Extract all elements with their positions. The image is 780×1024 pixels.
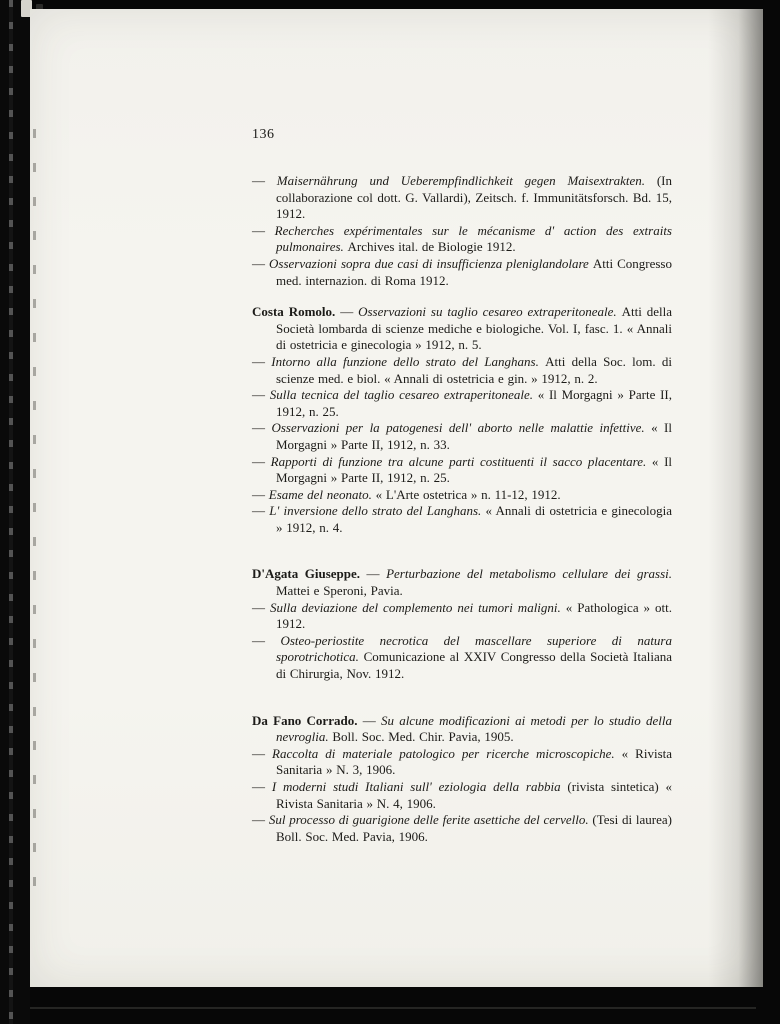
bib-entry	[252, 304, 672, 536]
bib-item	[252, 746, 672, 779]
publication-info: « Rivista Sanitaria » N. 3, 1906.	[276, 745, 673, 778]
bib-item	[252, 566, 672, 599]
bib-entry	[252, 713, 672, 846]
work-title: Esame del neonato.	[268, 486, 376, 502]
bib-item	[252, 304, 672, 354]
work-title: Osservazioni sopra due casi di insufficienza pleniglandolare	[269, 255, 593, 271]
entry-dash: —	[252, 503, 270, 519]
publication-info: Atti della Soc. lom. di scienze med. e biol. « Annali di ostetricia e gin. » 1912, n. 2.	[276, 353, 672, 386]
author-name: Da Fano Corrado.	[252, 712, 363, 728]
entry-dash: —	[252, 420, 272, 436]
publication-info: Archives ital. de Biologie 1912.	[347, 239, 516, 255]
entry-dash: —	[252, 812, 269, 828]
publication-info: (rivista sintetica) « Rivista Sanitaria » N. 4, 1906.	[276, 779, 673, 811]
entry-dash: —	[252, 173, 277, 188]
publication-info: Atti della Società lombarda di scienze mediche e biologiche. Vol. I, fasc. 1. « Annali di ostetricia e ginecologia » 1912, n. 5.	[276, 304, 672, 353]
entry-dash: —	[252, 486, 269, 502]
bib-item	[252, 779, 672, 812]
entry-dash: —	[252, 255, 270, 271]
book-page	[30, 9, 763, 987]
work-title: Sulla deviazione del complemento nei tumori maligni.	[269, 599, 566, 615]
entry-dash: —	[362, 712, 381, 728]
publication-info: « Il Morgagni » Parte II, 1912, n. 25.	[276, 387, 672, 419]
scan-bottom-edge-line	[30, 1007, 756, 1009]
bib-item	[252, 600, 672, 633]
work-title: Sul processo di guarigione delle ferite asettiche del cervello.	[268, 812, 593, 828]
entry-dash: —	[252, 387, 270, 403]
bib-item	[252, 454, 672, 487]
publication-info: (In collaborazione col dott. G. Vallardi), Zeitsch. f. Immunitätsforsch. Bd. 15, 1912.	[276, 173, 673, 222]
publication-info: Mattei e Speroni, Pavia.	[276, 583, 403, 599]
work-title: Perturbazione del metabolismo cellulare dei grassi.	[386, 566, 673, 582]
work-title: Su alcune modificazioni ai metodi per lo studio della nevroglia.	[276, 712, 673, 745]
entry-dash: —	[252, 779, 272, 794]
bib-item	[252, 354, 672, 387]
bib-item	[252, 173, 672, 223]
bib-item	[252, 487, 672, 504]
publication-info: « L'Arte ostetrica » n. 11-12, 1912.	[375, 486, 561, 502]
entry-dash: —	[252, 222, 275, 238]
author-name: Costa Romolo.	[252, 304, 341, 320]
bib-item	[252, 713, 672, 746]
entry-dash: —	[252, 632, 281, 648]
work-title: Intorno alla funzione dello strato del Langhans.	[271, 353, 546, 369]
bibliography	[252, 173, 672, 845]
bib-item	[252, 420, 672, 453]
work-title: Osteo-periostite necrotica del mascellare superiore di natura sporotrichotica.	[276, 632, 672, 665]
work-title: L' inversione dello strato del Langhans.	[269, 503, 486, 519]
bib-item	[252, 812, 672, 845]
work-title: Maisernährung und Ueberempfindlichkeit gegen Maisextrakten.	[276, 173, 657, 188]
bib-item	[252, 633, 672, 683]
work-title: Recherches expérimentales sur le mécanisme d' action des extraits pulmonaires.	[274, 222, 672, 255]
text-column	[252, 127, 672, 875]
publication-info: (Tesi di laurea) Boll. Soc. Med. Pavia, 1906.	[276, 812, 672, 844]
bib-entry	[252, 566, 672, 682]
publication-info: Atti Congresso med. internazion. di Roma 1912.	[276, 255, 672, 288]
author-name: D'Agata Giuseppe.	[252, 566, 367, 582]
entry-dash: —	[252, 453, 271, 469]
bib-item	[252, 387, 672, 420]
work-title: Osservazioni su taglio cesareo extraperitoneale.	[358, 304, 622, 320]
work-title: Raccolta di materiale patologico per ricerche microscopiche.	[272, 745, 622, 761]
work-title: I moderni studi Italiani sull' eziologia della rabbia	[271, 779, 568, 794]
entry-dash: —	[340, 304, 359, 320]
publication-info: « Annali di ostetricia e ginecologia » 1912, n. 4.	[276, 503, 673, 535]
publication-info: « Il Morgagni » Parte II, 1912, n. 33.	[276, 420, 672, 452]
entry-dash: —	[252, 599, 270, 615]
work-title: Sulla tecnica del taglio cesareo extraperitoneale.	[269, 387, 538, 403]
work-title: Osservazioni per la patogenesi dell' aborto nelle malattie infettive.	[271, 420, 652, 436]
publication-info: Boll. Soc. Med. Chir. Pavia, 1905.	[332, 729, 514, 745]
work-title: Rapporti di funzione tra alcune parti costituenti il sacco placentare.	[270, 453, 652, 469]
scan-left-border	[0, 0, 30, 1024]
publication-info: Comunicazione al XXIV Congresso della Società Italiana di Chirurgia, Nov. 1912.	[276, 649, 672, 682]
entry-dash: —	[252, 353, 272, 369]
entry-dash: —	[252, 745, 273, 761]
bib-item	[252, 223, 672, 256]
bib-entry	[252, 173, 672, 289]
bib-item	[252, 256, 672, 289]
publication-info: « Pathologica » ott. 1912.	[276, 599, 672, 632]
page-number: 136	[252, 127, 275, 142]
scan-binding-texture	[9, 0, 13, 1024]
publication-info: « Il Morgagni » Parte II, 1912, n. 25.	[276, 453, 673, 486]
bib-item	[252, 503, 672, 536]
entry-dash: —	[366, 566, 387, 582]
